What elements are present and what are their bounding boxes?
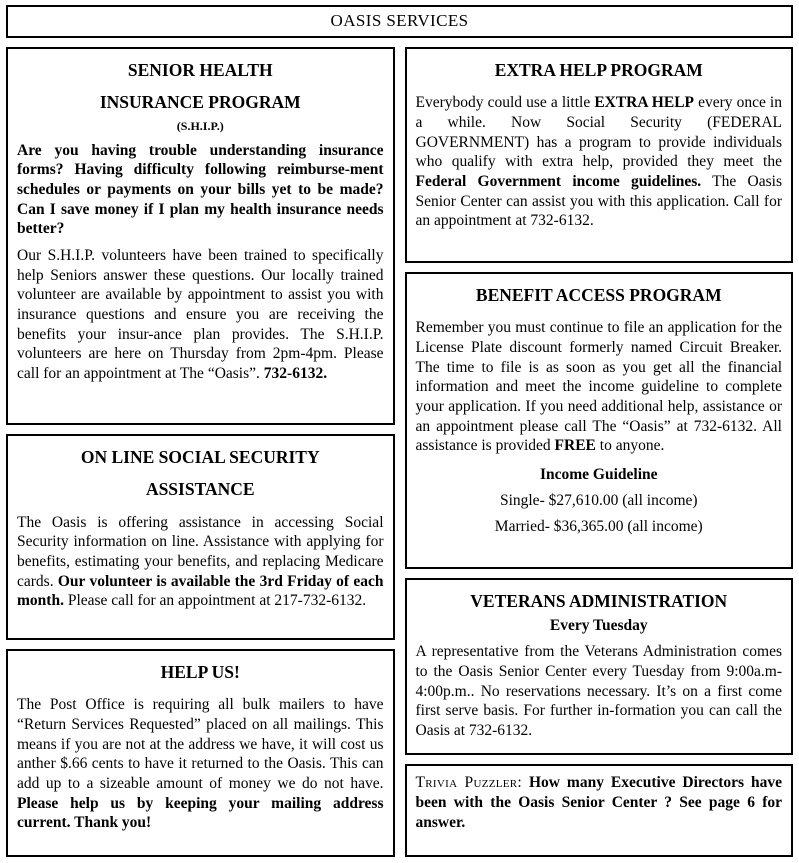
title-line: SENIOR HEALTH xyxy=(127,60,273,80)
income-guideline-single: Single- $27,610.00 (all income) xyxy=(499,492,698,510)
paragraph-ship-details: Our S.H.I.P. volunteers have been trained to specifically help Seniors answer these questions. Our locally trained volunteer are available by appointment to assist you with insurance questions and ensure you are receiving the benefits your insur-ance plan provides. The S.H.I.P. volunteers are here on Thursday from 2pm-4pm. Please call for an appointment at The “Oasis”. 732-6132. xyxy=(17,247,384,383)
trivia-question: How many Executive Directors have been with the Oasis Senior Center ? See page 6 for answer. xyxy=(415,773,783,832)
section-subtitle: Every Tuesday xyxy=(549,617,648,635)
income-guideline-married: Married- $36,365.00 (all income) xyxy=(494,518,703,536)
section-benefit-access-program xyxy=(405,272,794,569)
right-column xyxy=(405,47,794,857)
section-veterans-administration xyxy=(405,578,794,755)
trivia-label: Trivia Puzzler: xyxy=(415,773,523,791)
title-line: BENEFIT ACCESS PROGRAM xyxy=(475,285,722,305)
two-column-layout xyxy=(6,47,793,857)
section-help-us xyxy=(6,649,395,857)
paragraph-extra-help: Everybody could use a little EXTRA HELP every once in a while. Now Social Security (FEDERAL GOVERNMENT) has a program to provide individuals who qualify with extra help, provided they meet the Federal Government income guidelines. The Oasis Senior Center can assist you with this application. Call for an appointment at 732-6132. xyxy=(415,94,782,230)
page-title: OASIS SERVICES xyxy=(330,11,469,30)
section-title xyxy=(416,585,783,617)
section-title xyxy=(17,656,384,688)
paragraph-trivia xyxy=(416,773,783,833)
section-title xyxy=(17,54,384,119)
title-line: EXTRA HELP PROGRAM xyxy=(494,60,703,80)
income-guideline-heading: Income Guideline xyxy=(539,466,658,484)
section-trivia-puzzler xyxy=(405,764,794,857)
paragraph-benefit-access: Remember you must continue to file an application for the License Plate discount formerly named Circuit Breaker. The time to file is as soon as you get all the financial information and meet the income guideline to complete your application. If you need additional help, assistance or an appointment please call The “Oasis” at 732-6132. All assistance is provided FREE to anyone. xyxy=(415,319,782,455)
masthead xyxy=(6,5,793,38)
section-title xyxy=(416,279,783,311)
left-column xyxy=(6,47,395,857)
title-line: ON LINE SOCIAL SECURITY xyxy=(80,447,320,467)
title-line: ASSISTANCE xyxy=(145,479,255,500)
title-line: HELP US! xyxy=(160,662,240,682)
section-online-social-security-assistance xyxy=(6,434,395,640)
section-title xyxy=(416,54,783,86)
title-line: VETERANS ADMINISTRATION xyxy=(470,591,728,611)
paragraph-social-security: The Oasis is offering assistance in accessing Social Security information on line. Assistance with applying for benefits, estimating your benefits, and replacing Medicare cards. Our volunteer is available the 3rd Friday of each month. Please call for an appointment at 217-732-6132. xyxy=(17,513,384,610)
section-senior-health-insurance-program xyxy=(6,47,395,425)
section-subtitle: (S.H.I.P.) xyxy=(176,118,224,133)
title-line: INSURANCE PROGRAM xyxy=(99,92,301,113)
section-title xyxy=(17,441,384,506)
paragraph-ship-questions: Are you having trouble understanding insurance forms? Having difficulty following reimburse-ment schedules or payments on your bills yet to be made? Can I save money if I plan my health insurance needs better? xyxy=(17,141,384,238)
paragraph-veterans: A representative from the Veterans Administration comes to the Oasis Senior Center every Tuesday from 9:00a.m-4:00p.m.. No reservations necessary. It’s on a first come first serve basis. For further in-formation you can call the Oasis at 732-6132. xyxy=(415,643,782,740)
section-extra-help-program xyxy=(405,47,794,263)
paragraph-help-us: The Post Office is requiring all bulk mailers to have “Return Services Requested” placed on all mailings. This means if you are not at the address we have, it will cost us anther $.66 cents to have it returned to the Oasis. This can add up to a sizeable amount of money we do not have. Please help us by keeping your mailing address current. Thank you! xyxy=(17,696,384,832)
